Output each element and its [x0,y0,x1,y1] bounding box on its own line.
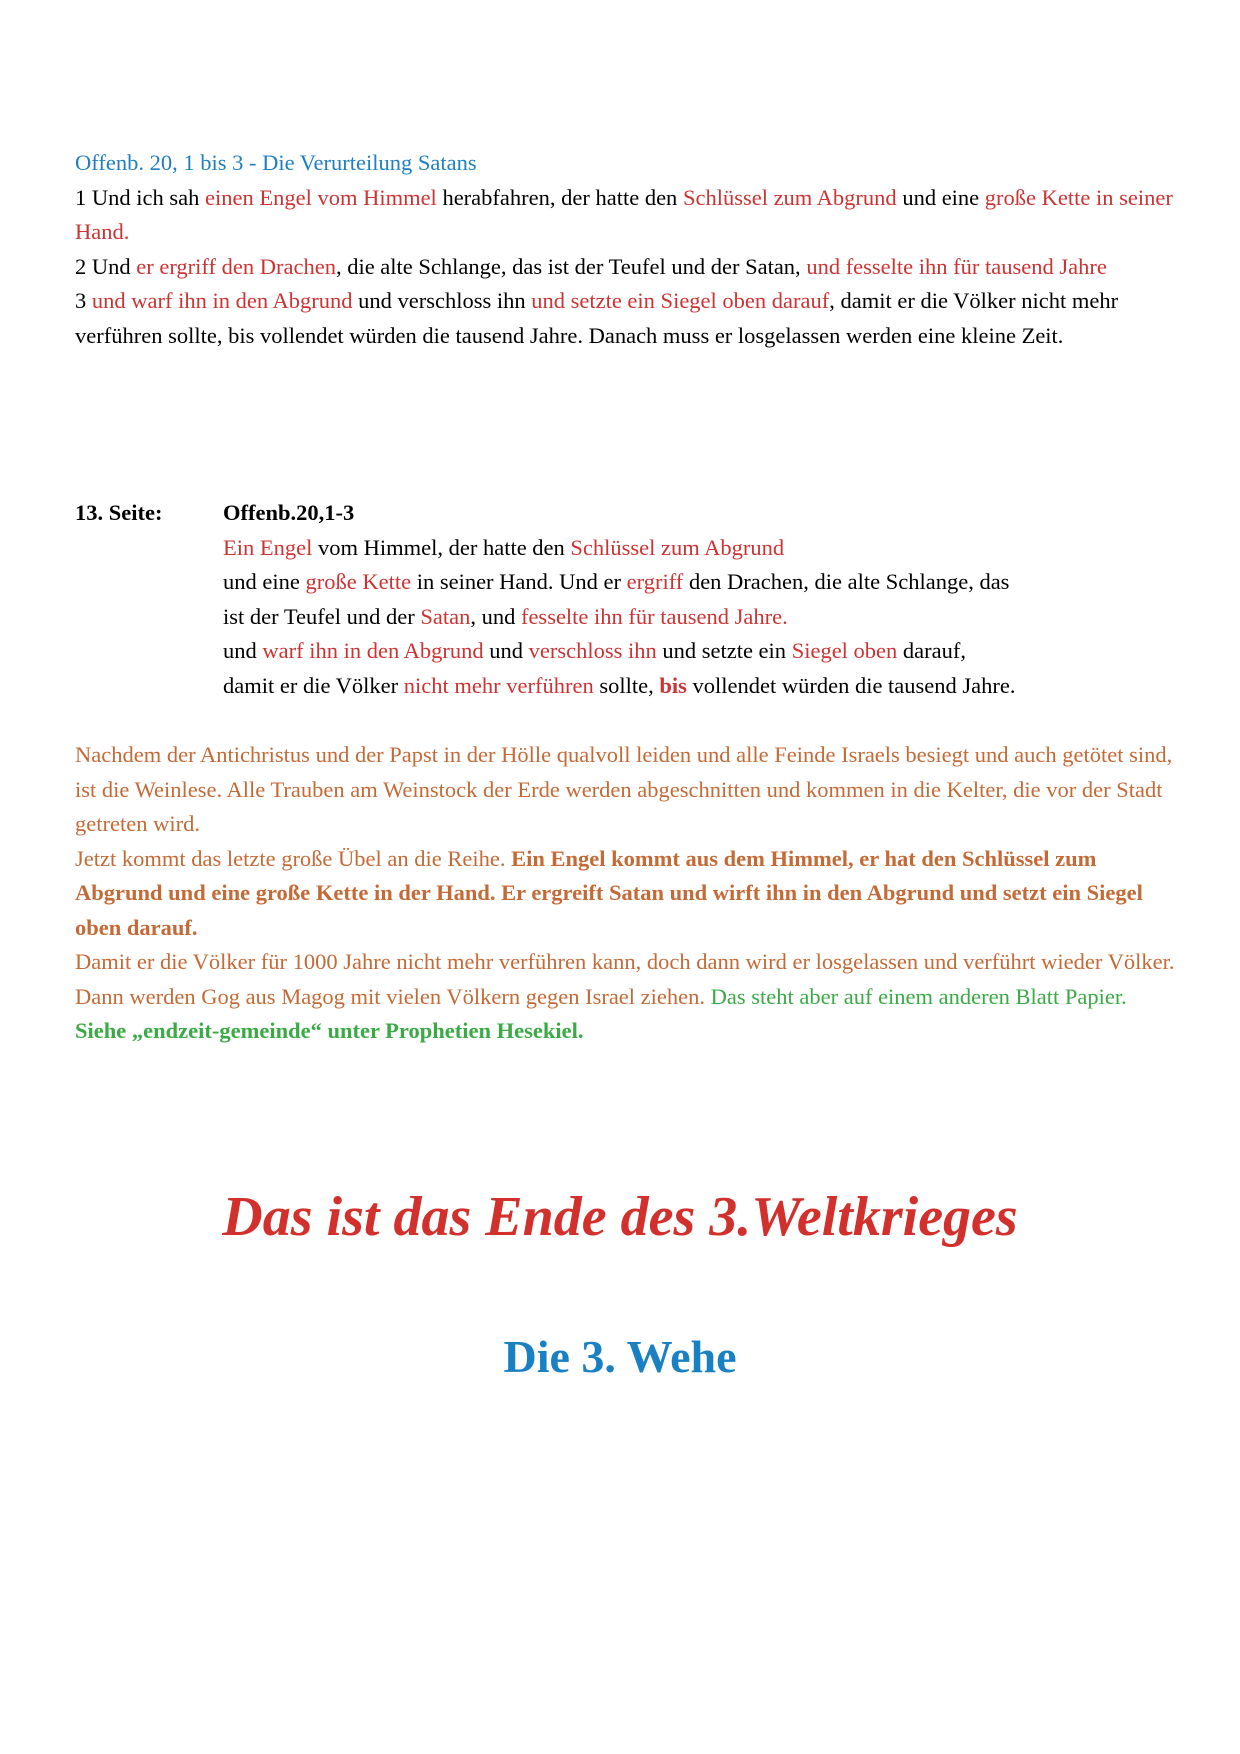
commentary-paragraph-2: Jetzt kommt das letzte große Übel an die Reihe. Ein Engel kommt aus dem Himmel, er hat den Schlüssel zum Abgrund und eine große Kette in der Hand. Er ergreift Satan und wirft ihn in den Abgrund und setzt ein Siegel oben darauf. [75,845,1143,940]
page-13-excerpt [75,496,1175,706]
main-title: Das ist das Ende des 3.Weltkrieges [222,1186,1018,1248]
excerpt-reference: Offenb.20,1-3 [223,500,355,525]
excerpt-line-4: und warf ihn in den Abgrund und verschloss ihn und setzte ein Siegel oben darauf, [223,638,967,663]
page-label: 13. Seite: [75,500,163,525]
excerpt-line-3: ist der Teufel und der Satan, und fesselte ihn für tausend Jahre. [223,603,788,629]
excerpt-line-5: damit er die Völker nicht mehr verführen sollte, bis vollendet würden die tausend Jahre. [223,672,1016,698]
verse-2: 2 Und er ergriff den Drachen, die alte Schlange, das ist der Teufel und der Satan, und fesselte ihn für tausend Jahre [75,253,1107,279]
excerpt-lines [223,531,1173,704]
passage-heading: Offenb. 20, 1 bis 3 - Die Verurteilung Satans [75,150,477,175]
commentary-section [75,738,1175,1049]
commentary-paragraph-1: Nachdem der Antichristus und der Papst in der Hölle qualvoll leiden und alle Feinde Israels besiegt und auch getötet sind, ist die Weinlese. Alle Trauben am Weinstock der Erde werden abgeschnitten und kommen in die Kelter, die vor der Stadt getreten wird. [75,742,1173,836]
commentary-paragraph-3: Damit er die Völker für 1000 Jahre nicht mehr verführen kann, doch dann wird er losgelassen und verführt wieder Völker. Dann werden Gog aus Magog mit vielen Völkern gegen Israel ziehen. Das steht aber auf einem anderen Blatt Papier. Siehe „endzeit-gemeinde“ unter Prophetien Hesekiel. [75,949,1175,1043]
verse-3: 3 und warf ihn in den Abgrund und verschloss ihn und setzte ein Siegel oben darauf, damit er die Völker nicht mehr verführen sollte, bis vollendet würden die tausend Jahre. Danach muss er losgelassen werden eine kleine Zeit. [75,288,1119,348]
verse-1: 1 Und ich sah einen Engel vom Himmel herabfahren, der hatte den Schlüssel zum Abgrund und eine große Kette in seiner Hand. [75,184,1173,244]
subtitle: Die 3. Wehe [503,1331,737,1382]
excerpt-line-1: Ein Engel vom Himmel, der hatte den Schlüssel zum Abgrund [223,534,785,560]
excerpt-line-2: und eine große Kette in seiner Hand. Und er ergriff den Drachen, die alte Schlange, das [223,569,1010,594]
bible-passage-section [75,146,1175,353]
